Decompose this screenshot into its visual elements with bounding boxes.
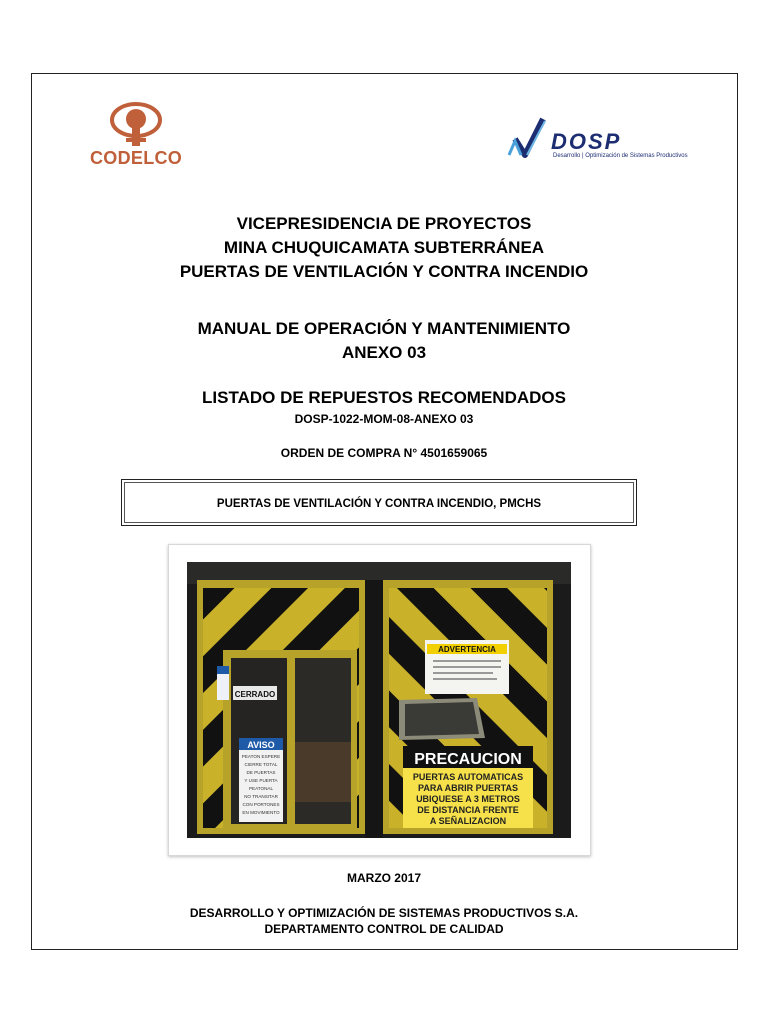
manual-annex: ANEXO 03 (341, 343, 427, 362)
codelco-emblem-icon (90, 100, 182, 150)
ventilation-door-image (187, 562, 571, 838)
door-photo (187, 562, 571, 838)
aviso-sign-line: PEATON ESPERE (241, 754, 281, 759)
header-line-2: MINA CHUQUICAMATA SUBTERRÁNEA (223, 238, 545, 257)
dosp-logo (505, 115, 695, 165)
codelco-wordmark: CODELCO (90, 148, 183, 168)
cerrado-sign-text: CERRADO (234, 690, 276, 699)
aviso-sign-line: Y USE PUERTA (244, 778, 278, 783)
dosp-tagline: Desarrollo | Optimización de Sistemas Productivos (553, 153, 688, 159)
aviso-sign-line: CIERRE TOTAL (244, 762, 278, 767)
dosp-wordmark: DOSP (551, 129, 622, 154)
aviso-sign-line: CON PORTONES (242, 802, 280, 807)
aviso-sign-line: PEATONAL (248, 786, 274, 791)
dosp-mark-icon (505, 115, 555, 161)
manual-title: MANUAL DE OPERACIÓN Y MANTENIMIENTO (197, 319, 571, 338)
precaucion-sign-line: A SEÑALIZACION (429, 816, 507, 826)
boxed-title (121, 479, 637, 526)
footer-department: DEPARTAMENTO CONTROL DE CALIDAD (264, 922, 504, 936)
header-line-3: PUERTAS DE VENTILACIÓN Y CONTRA INCENDIO (179, 262, 589, 281)
boxed-title-text: PUERTAS DE VENTILACIÓN Y CONTRA INCENDIO, PMCHS (216, 498, 542, 510)
precaucion-sign-line: PUERTAS AUTOMATICAS (412, 772, 524, 782)
codelco-logo (90, 100, 182, 172)
header-line-1: VICEPRESIDENCIA DE PROYECTOS (236, 214, 532, 233)
precaucion-sign-line: PARA ABRIR PUERTAS (417, 783, 519, 793)
precaucion-sign-line: DE DISTANCIA FRENTE (417, 805, 519, 815)
aviso-sign-line: EN MOVIMIENTO (242, 810, 280, 815)
listing-title: LISTADO DE REPUESTOS RECOMENDADOS (202, 388, 566, 407)
boxed-title-inner (124, 482, 634, 523)
aviso-sign-line: NO TRANSITAR (244, 794, 278, 799)
aviso-sign-title: AVISO (247, 740, 275, 750)
advertencia-sign-text: ADVERTENCIA (438, 645, 496, 654)
document-code: DOSP-1022-MOM-08-ANEXO 03 (294, 412, 474, 426)
precaucion-sign-line: UBIQUESE A 3 METROS (416, 794, 520, 804)
footer-date: MARZO 2017 (346, 871, 422, 885)
precaucion-sign-title: PRECAUCION (414, 751, 522, 768)
footer-company: DESARROLLO Y OPTIMIZACIÓN DE SISTEMAS PRODUCTIVOS S.A. (189, 906, 579, 920)
aviso-sign-line: DE PUERTAS (246, 770, 276, 775)
purchase-order: ORDEN DE COMPRA N° 4501659065 (280, 446, 488, 460)
